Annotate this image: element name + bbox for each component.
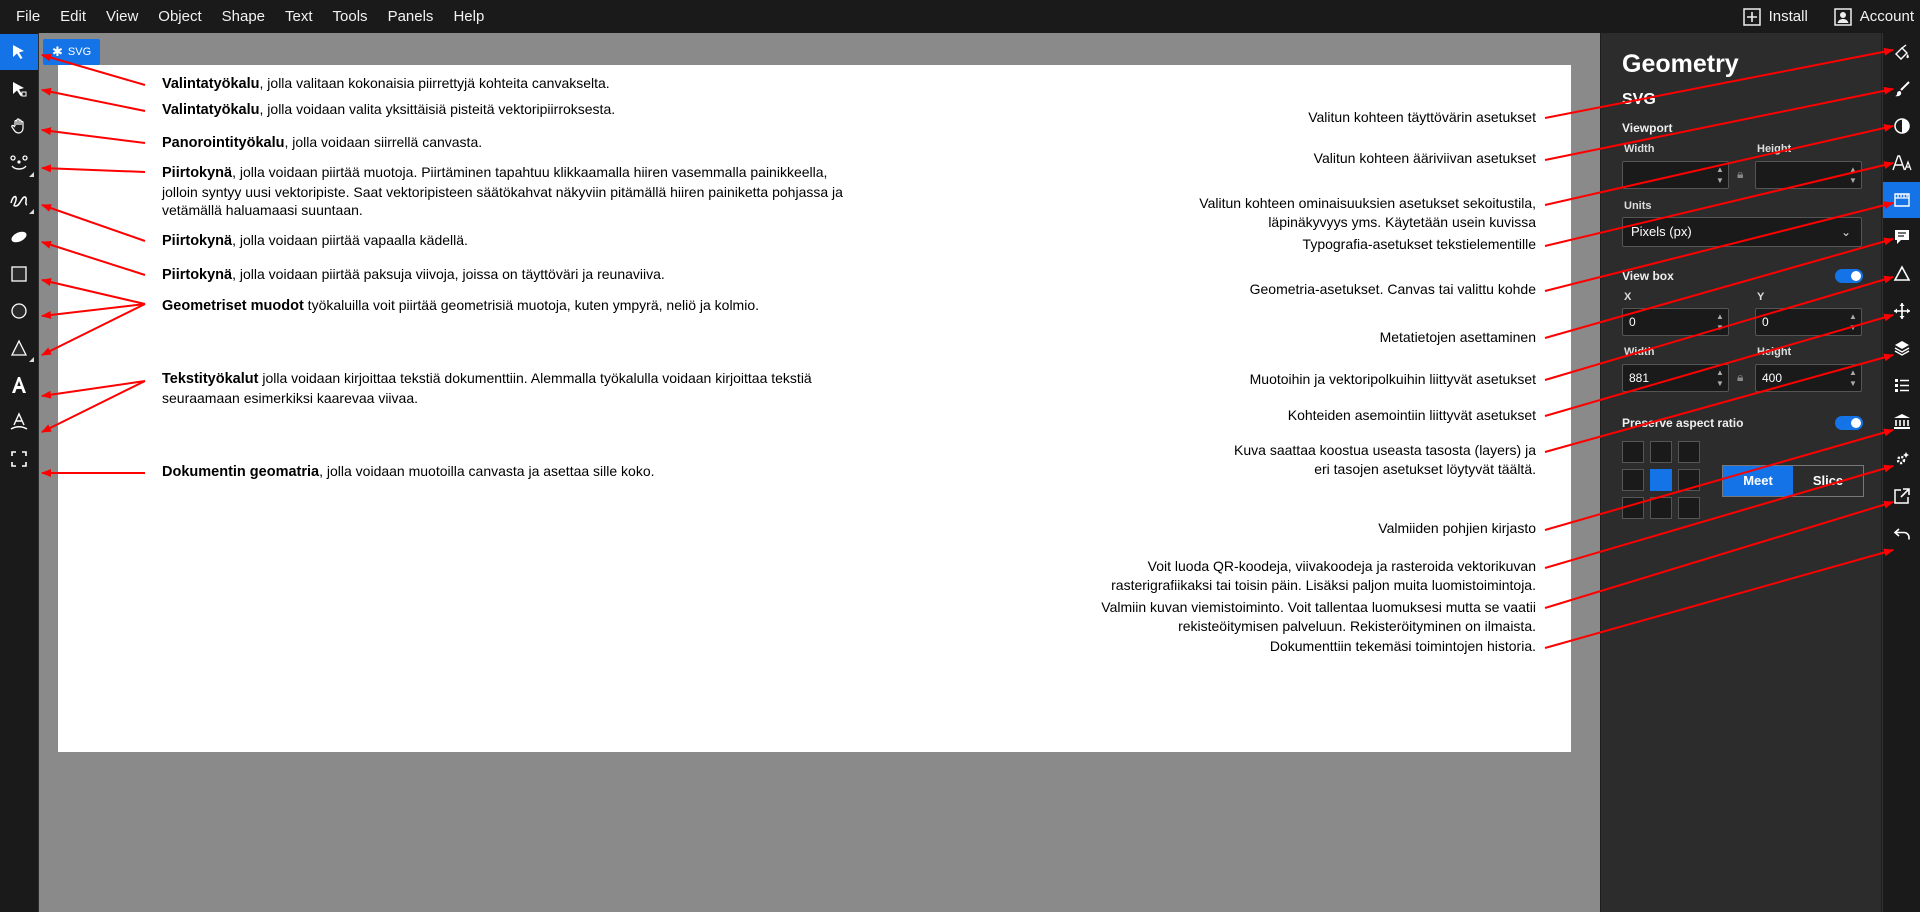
list-panel-button[interactable] [1883,367,1920,403]
text-path-icon [10,412,28,432]
chevron-down-icon: ⌄ [1840,225,1851,239]
typography-icon [1892,154,1912,172]
menu-object[interactable]: Object [158,8,202,25]
viewbox-label: View box [1622,269,1674,283]
fill-icon [1893,43,1911,61]
rectangle-icon [10,265,28,283]
metadata-icon [1893,228,1911,246]
stepper-icon[interactable]: ▲ ▼ [1716,368,1724,388]
align-bottom-right[interactable] [1678,497,1700,519]
menu-panels[interactable]: Panels [387,8,434,25]
menu-bar [0,0,1920,33]
select-tool[interactable] [0,34,38,70]
history-icon [1893,524,1911,542]
transform-panel-button[interactable] [1883,293,1920,329]
align-middle-center[interactable] [1650,469,1672,491]
align-top-center[interactable] [1650,441,1672,463]
note-fill: Valitun kohteen täyttövärin asetukset [1308,109,1536,125]
panel-subtitle: SVG [1622,91,1656,108]
ellipse-tool[interactable] [0,293,38,329]
note-pan-tool: Panorointityökalu, jolla voidaan siirrellä canvasta. [162,134,483,151]
account-icon [1834,8,1852,26]
note-library: Valmiiden pohjien kirjasto [1378,520,1536,536]
meet-slice-toggle [1722,465,1864,497]
asterisk-icon: ✱ [52,44,63,59]
text-icon [10,375,28,395]
geometry-panel [1601,33,1881,912]
width-label: Width [1624,143,1655,155]
viewbox-width-value: 881 [1629,371,1650,385]
note-layers: Kuva saattaa koostua useasta tasosta (layers) ja eri tasojen asetukset löytyvät täältä. [1234,442,1536,477]
account-button[interactable] [1834,8,1914,26]
brush-icon [9,228,29,246]
slice-button[interactable]: Slice [1812,473,1844,488]
generate-icon [1893,450,1911,468]
typography-panel-button[interactable] [1883,145,1920,181]
export-icon [1893,487,1911,505]
install-button[interactable] [1743,8,1808,26]
note-generate: Voit luoda QR-koodeja, viivakoodeja ja rasteroida vektorikuvan rasterigrafiikaksi tai toisin päin. Lisäksi paljon muita luomistoimintoja. [1111,558,1536,593]
stroke-icon [1893,80,1911,98]
text-tool[interactable] [0,367,38,403]
x-label: X [1624,291,1632,303]
note-geometry: Geometria-asetukset. Canvas tai valittu kohde [1249,281,1536,297]
viewbox-y-value: 0 [1762,315,1769,329]
lock-icon[interactable]: 🔒︎ [1737,370,1744,384]
compositing-panel-button[interactable] [1883,108,1920,144]
note-transform: Kohteiden asemointiin liittyvät asetukset [1287,407,1536,423]
note-pen-tool: Piirtokynä, jolla voidaan piirtää muotoja. Piirtäminen tapahtuu klikkaamalla hiiren vasemmalla painikkeella, jolloin syntyy uusi vektoripiste. Saat vektoripisteen säätökahvat näkyviin pitämällä hiiren painiketta pohjassa ja vetämällä haluamaasi suuntaan. [162,164,843,218]
hand-icon [10,117,28,135]
rectangle-tool[interactable] [0,256,38,292]
tool-flyout-indicator [29,209,34,214]
note-freehand-tool: Piirtokynä, jolla voidaan piirtää vapaalla kädellä. [162,232,468,249]
right-toolbar [1882,33,1920,912]
generate-panel-button[interactable] [1883,441,1920,477]
preserve-aspect-label: Preserve aspect ratio [1622,416,1744,430]
note-typography: Typografia-asetukset tekstielementille [1302,236,1536,252]
text-path-tool[interactable] [0,404,38,440]
viewbox-toggle[interactable] [1835,269,1863,283]
tool-flyout-indicator [29,357,34,362]
stroke-panel-button[interactable] [1883,71,1920,107]
fill-panel-button[interactable] [1883,34,1920,70]
top-right-actions [1717,8,1914,26]
y-label: Y [1757,291,1765,303]
document-geometry-icon [10,450,28,468]
geometry-panel-button[interactable] [1883,182,1920,218]
history-panel-button[interactable] [1883,515,1920,551]
note-brush-tool: Piirtokynä, jolla voidaan piirtää paksuja viivoja, joissa on täyttöväri ja reunaviiva. [162,266,665,283]
viewbox-width-input[interactable] [1622,364,1729,392]
transform-icon [1893,302,1911,320]
left-toolbar [0,33,39,912]
align-middle-right[interactable] [1678,469,1700,491]
library-panel-button[interactable] [1883,404,1920,440]
viewbox-height-input[interactable] [1755,364,1862,392]
freehand-tool[interactable] [0,182,38,218]
pan-tool[interactable] [0,108,38,144]
node-select-tool[interactable] [0,71,38,107]
menu-tools[interactable]: Tools [332,8,368,25]
viewbox-x-value: 0 [1629,315,1636,329]
main-menu [6,0,494,33]
menu-view[interactable]: View [106,8,139,25]
note-geometric-shapes: Geometriset muodot työkaluilla voit piirtää geometrisiä muotoja, kuten ympyrä, neliö ja kolmio. [162,297,760,314]
stepper-icon[interactable]: ▲ ▼ [1716,165,1724,185]
library-icon [1893,413,1911,431]
note-shape: Muotoihin ja vektoripolkuihin liittyvät asetukset [1249,371,1536,387]
viewport-label: Viewport [1622,121,1673,135]
menu-help[interactable]: Help [453,8,485,25]
pen-tool[interactable] [0,145,38,181]
align-top-right[interactable] [1678,441,1700,463]
units-label: Units [1624,200,1652,212]
units-value: Pixels (px) [1631,224,1692,239]
menu-text[interactable]: Text [285,8,313,25]
shape-panel-button[interactable] [1883,256,1920,292]
stepper-icon[interactable]: ▲ ▼ [1849,368,1857,388]
layers-panel-button[interactable] [1883,330,1920,366]
metadata-panel-button[interactable] [1883,219,1920,255]
menu-file[interactable]: File [16,8,41,25]
viewbox-height-value: 400 [1762,371,1783,385]
panel-title: Geometry [1622,50,1739,78]
layers-icon [1893,339,1911,357]
tool-flyout-indicator [29,172,34,177]
pointer-icon [10,43,28,61]
meet-button[interactable]: Meet [1723,466,1793,496]
note-text-tools: Tekstityökalut jolla voidaan kirjoittaa tekstiä dokumenttiin. Alemmalla työkalulla voidaan kirjoittaa tekstiä seuraamaan esimerkiksi kaarevaa viivaa. [162,370,812,406]
align-top-left[interactable] [1622,441,1644,463]
stepper-icon[interactable]: ▲ ▼ [1849,165,1857,185]
document-tab-label: SVG [67,46,92,58]
note-export: Valmiin kuvan viemistoiminto. Voit tallentaa luomuksesi mutta se vaatii rekisteöitymisen palveluun. Rekisteröityminen on ilmaista. [1101,599,1536,634]
note-document-geometry: Dokumentin geomatria, jolla voidaan muotoilla canvasta ja asettaa sille koko. [162,463,655,480]
units-select[interactable] [1622,217,1862,247]
vb-width-label: Width [1624,346,1655,358]
lock-icon[interactable]: 🔒︎ [1737,167,1744,181]
viewbox-y-input[interactable] [1755,308,1862,336]
list-icon [1893,376,1911,394]
note-metadata: Metatietojen asettaminen [1379,329,1536,345]
menu-shape[interactable]: Shape [221,8,266,25]
height-label: Height [1757,143,1792,155]
viewport-height-input[interactable] [1755,161,1862,189]
note-history: Dokumenttiin tekemäsi toimintojen historia. [1269,638,1536,654]
viewport-width-input[interactable] [1622,161,1729,189]
plus-box-icon [1743,8,1761,26]
document-geometry-tool[interactable] [0,441,38,477]
note-select-tool: Valintatyökalu, jolla valitaan kokonaisia piirrettyjä kohteita canvakselta. [162,75,610,92]
note-stroke: Valitun kohteen ääriviivan asetukset [1313,150,1536,166]
export-panel-button[interactable] [1883,478,1920,514]
align-middle-left[interactable] [1622,469,1644,491]
node-pointer-icon [10,80,28,98]
triangle-icon [10,339,28,357]
triangle-tool[interactable] [0,330,38,366]
account-label: Account [1859,8,1914,25]
freehand-icon [9,191,29,209]
align-bottom-center[interactable] [1650,497,1672,519]
menu-edit[interactable]: Edit [60,8,87,25]
stepper-icon[interactable]: ▲ ▼ [1716,312,1724,332]
note-node-select-tool: Valintatyökalu, jolla voidaan valita yksittäisiä pisteitä vektoripiirroksesta. [162,101,616,118]
vb-height-label: Height [1757,346,1792,358]
install-label: Install [1768,8,1808,25]
shape-icon [1893,265,1911,283]
note-compositing: Valitun kohteen ominaisuuksien asetukset sekoitustila, läpinäkyvyys yms. Käytetään usein kuvissa [1199,195,1536,230]
ellipse-icon [10,302,28,320]
compositing-icon [1893,117,1911,135]
preserve-aspect-toggle[interactable] [1835,416,1863,430]
pen-icon [9,154,29,172]
document-tab[interactable] [43,39,100,65]
brush-tool[interactable] [0,219,38,255]
stepper-icon[interactable]: ▲ ▼ [1849,312,1857,332]
geometry-icon [1893,191,1911,209]
viewbox-x-input[interactable] [1622,308,1729,336]
align-bottom-left[interactable] [1622,497,1644,519]
